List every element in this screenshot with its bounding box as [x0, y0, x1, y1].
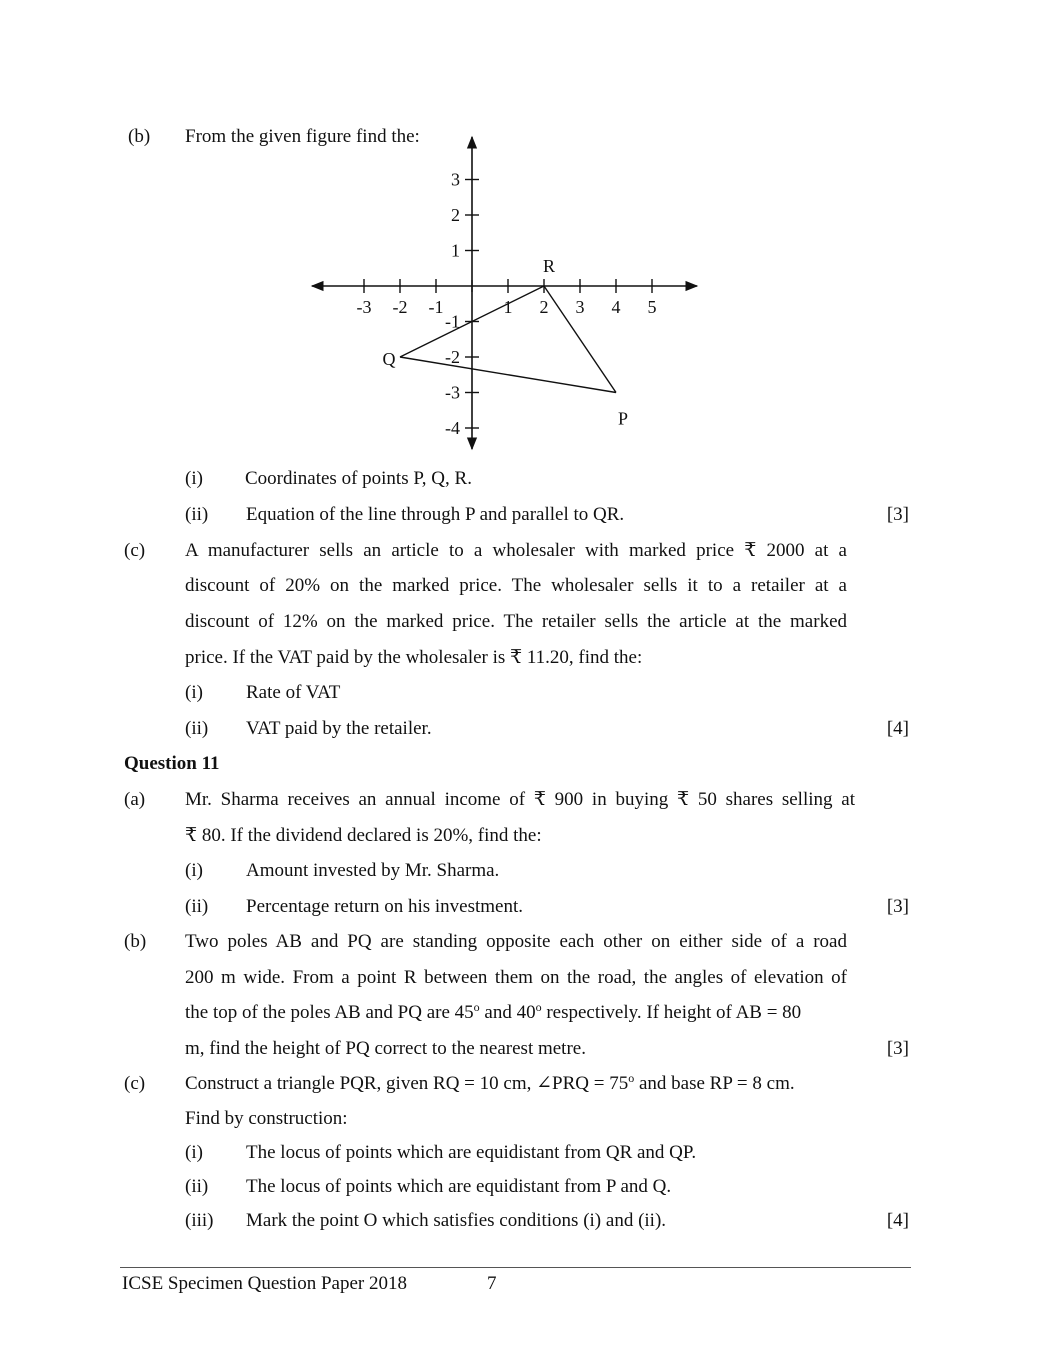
- x-tick-label: -3: [356, 297, 372, 317]
- part-b-ii-label: (ii): [185, 504, 209, 525]
- y-tick-label: 2: [451, 205, 460, 225]
- q11-c-iii-text: Mark the point O which satisfies conditions (i) and (ii).: [246, 1210, 667, 1231]
- part-c-i-label: (i): [185, 682, 203, 703]
- q11-b-line-3-part: respectively. If height of AB = 80: [541, 1002, 802, 1023]
- coordinate-graph: [0, 0, 1047, 470]
- point-label-R: R: [542, 256, 556, 276]
- part-b-marks: [3]: [886, 504, 909, 525]
- x-tick-label: 2: [539, 297, 549, 317]
- q11-c-line-2: Find by construction:: [185, 1108, 348, 1129]
- footer-title: ICSE Specimen Question Paper 2018: [122, 1273, 407, 1294]
- part-c-line-4: price. If the VAT paid by the wholesaler is ₹ 11.20, find the:: [185, 647, 643, 668]
- part-c-ii-text: VAT paid by the retailer.: [246, 718, 432, 739]
- x-tick-label: -2: [392, 297, 408, 317]
- footer-page-number: 7: [487, 1273, 497, 1294]
- y-tick-label: 1: [451, 240, 460, 261]
- q11-c-i-text: The locus of points which are equidistant from QR and QP.: [246, 1142, 697, 1163]
- q11-a-marks: [3]: [886, 896, 909, 917]
- point-label-Q: Q: [382, 349, 396, 369]
- degree-superscript: o: [628, 1071, 635, 1085]
- q11-c-line-1-part: and base RP = 8 cm.: [634, 1073, 795, 1094]
- q11-a-i-label: (i): [185, 860, 203, 881]
- q11-c-i-label: (i): [185, 1142, 203, 1163]
- y-tick-label: -3: [445, 382, 460, 403]
- q11-c-marks: [4]: [886, 1210, 909, 1231]
- part-b-intro: From the given figure find the:: [185, 126, 420, 147]
- q11-b-line-3-part: and 40: [479, 1002, 536, 1023]
- x-tick-label: 1: [503, 297, 513, 317]
- part-b-i-label: (i): [185, 468, 203, 489]
- q11-a-ii-label: (ii): [185, 896, 209, 917]
- q11-c-iii-label: (iii): [185, 1210, 214, 1231]
- q11-b-marks: [3]: [886, 1038, 909, 1059]
- segment-QP: [400, 357, 616, 393]
- q11-c-line-1-part: Construct a triangle PQR, given RQ = 10 cm, ∠PRQ = 75: [185, 1073, 629, 1094]
- part-c-line-1: A manufacturer sells an article to a wholesaler with marked price ₹ 2000 at a: [185, 540, 847, 561]
- q11-b-line-4: m, find the height of PQ correct to the nearest metre.: [185, 1038, 586, 1059]
- q11-b-line-3-part: the top of the poles AB and PQ are 45: [185, 1002, 474, 1023]
- part-c-label: (c): [124, 540, 146, 561]
- part-c-ii-label: (ii): [185, 718, 209, 739]
- q11-c-ii-text: The locus of points which are equidistant from P and Q.: [246, 1176, 672, 1197]
- q11-a-line-2: ₹ 80. If the dividend declared is 20%, find the:: [185, 825, 542, 846]
- y-tick-label: -4: [445, 418, 460, 438]
- y-tick-label: -2: [445, 347, 460, 367]
- q11-a-ii-text: Percentage return on his investment.: [246, 896, 524, 917]
- y-tick-label: 3: [451, 169, 460, 190]
- x-ticks: [357, 279, 657, 317]
- y-ticks: [445, 170, 479, 439]
- q11-c-ii-label: (ii): [185, 1176, 209, 1197]
- q11-b-line-1: Two poles AB and PQ are standing opposite each other on either side of a road: [185, 931, 847, 952]
- q11-b-label: (b): [124, 931, 147, 952]
- part-c-marks: [4]: [886, 718, 909, 739]
- part-c-line-3: discount of 12% on the marked price. The retailer sells the article at the marked: [185, 611, 847, 632]
- x-tick-label: 3: [575, 297, 585, 317]
- q11-a-line-1: Mr. Sharma receives an annual income of ₹ 900 in buying ₹ 50 shares selling at: [185, 789, 855, 810]
- part-b-label: (b): [128, 126, 151, 147]
- x-tick-label: 5: [647, 297, 657, 317]
- y-tick-label: -1: [445, 311, 460, 332]
- degree-superscript: o: [535, 1000, 542, 1014]
- part-b-i-text: Coordinates of points P, Q, R.: [245, 468, 472, 489]
- q11-c-line-1: [185, 1071, 795, 1094]
- q11-b-line-2: 200 m wide. From a point R between them on the road, the angles of elevation of: [185, 967, 847, 988]
- x-tick-label: -1: [428, 297, 444, 317]
- point-labels: [383, 256, 629, 429]
- part-c-i-text: Rate of VAT: [246, 682, 341, 703]
- q11-b-line-3: [185, 1000, 802, 1023]
- question-11-heading: Question 11: [124, 753, 220, 774]
- q11-c-label: (c): [124, 1073, 146, 1094]
- degree-superscript: o: [473, 1000, 480, 1014]
- part-b-ii-text: Equation of the line through P and parallel to QR.: [246, 504, 625, 525]
- q11-a-i-text: Amount invested by Mr. Sharma.: [246, 860, 500, 881]
- footer-divider: [120, 1267, 911, 1268]
- x-tick-label: 4: [611, 297, 621, 317]
- q11-a-label: (a): [124, 789, 146, 810]
- part-c-line-2: discount of 20% on the marked price. The wholesaler sells it to a retailer at a: [185, 575, 847, 596]
- point-label-P: P: [617, 408, 629, 429]
